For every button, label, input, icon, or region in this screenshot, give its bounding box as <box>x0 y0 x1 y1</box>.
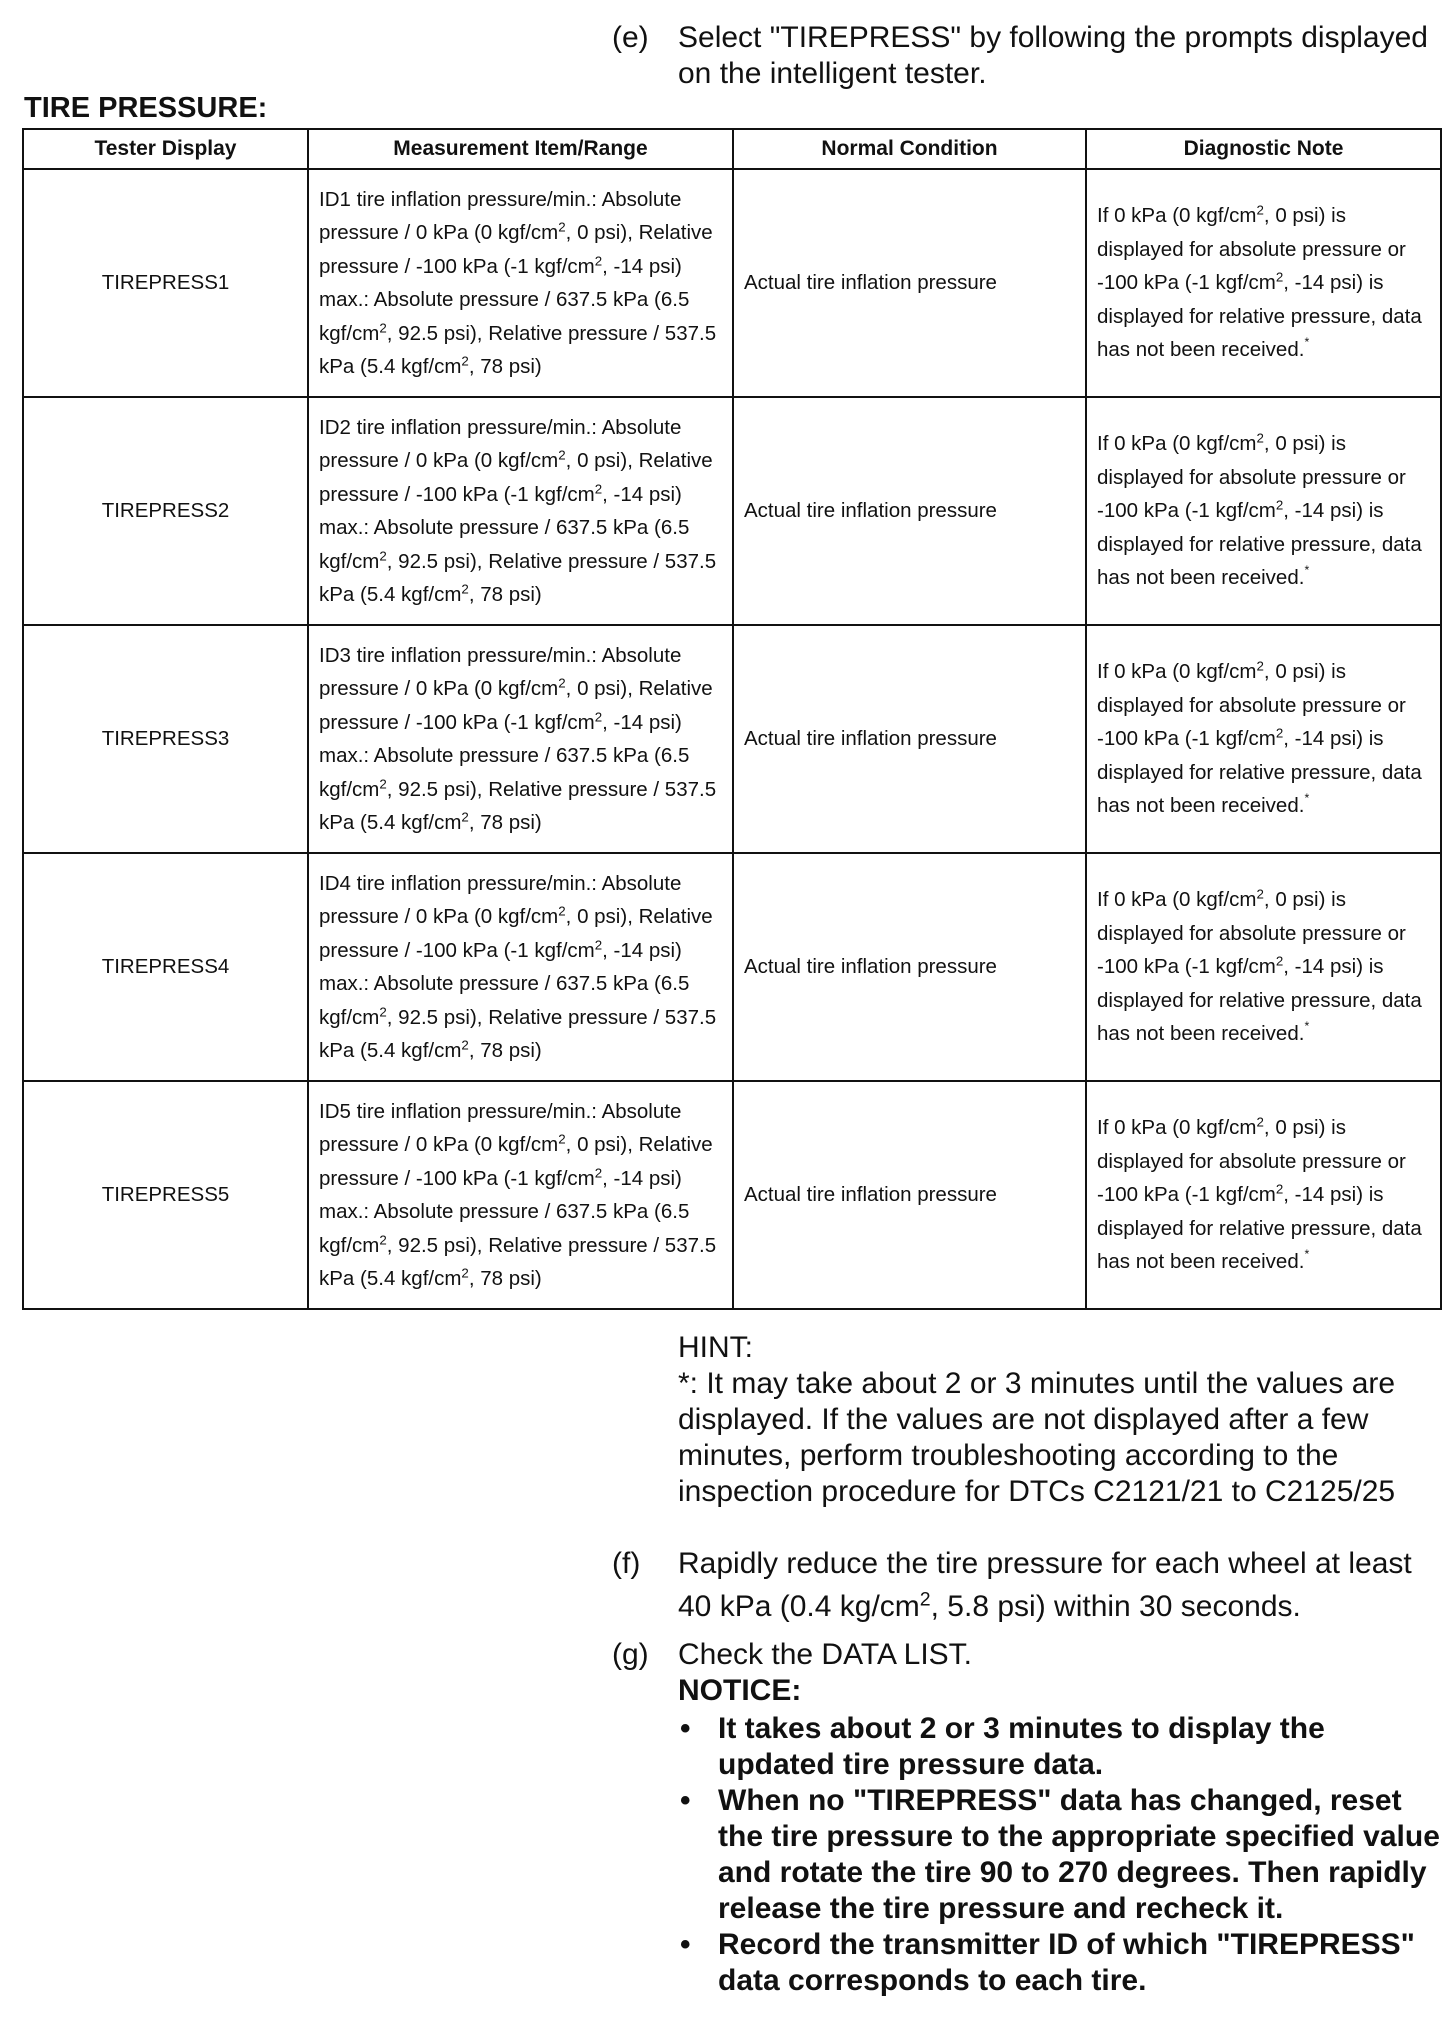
note-text: , 0 psi) is displayed for absolute pressure or -100 kPa (-1 <box>1097 432 1406 523</box>
normal-condition-cell: Actual tire inflation pressure <box>733 853 1086 1081</box>
table-row <box>23 625 1441 853</box>
table-header-row <box>23 129 1441 169</box>
range-text: , 78 psi) <box>468 1267 542 1290</box>
header-measurement-item: Measurement Item/Range <box>308 129 733 169</box>
superscript-2: 2 <box>461 809 469 825</box>
note-text: , 0 psi) is displayed for absolute pressure or -100 kPa (-1 <box>1097 888 1406 979</box>
tester-display-cell: TIREPRESS2 <box>23 397 308 625</box>
superscript-2: 2 <box>1275 953 1284 969</box>
diagnostic-note-cell <box>1086 169 1441 397</box>
range-text: max.: Absolute pressure / 637.5 kPa (6.5 <box>319 288 690 311</box>
step-f-text-a: Rapidly reduce the tire pressure for each wheel at least 40 kPa (0.4 kg/cm <box>678 1547 1412 1623</box>
table-row <box>23 169 1441 397</box>
range-text: , -14 psi) <box>602 254 682 278</box>
note-text: , 0 psi) is displayed for absolute pressure or -100 kPa (-1 <box>1097 1116 1406 1207</box>
measurement-range-cell <box>308 169 733 397</box>
range-text: , 78 psi) <box>468 355 542 378</box>
note-text: , 0 psi) is displayed for absolute pressure or -100 kPa (-1 <box>1097 204 1406 295</box>
unit: kgf/cm <box>1196 888 1257 912</box>
range-text: , 92.5 psi), Relative pressure / 537.5 kPa (5.4 <box>319 777 717 834</box>
step-f-sup: 2 <box>919 1588 931 1611</box>
normal-condition-cell: Actual tire inflation pressure <box>733 397 1086 625</box>
step-g-body <box>678 1637 1448 1999</box>
note-text: , -14 psi) is displayed for relative pressure, data has not been received. <box>1097 499 1422 590</box>
step-g-text: Check the DATA LIST. <box>678 1638 973 1671</box>
unit: kgf/cm <box>497 221 559 244</box>
unit: kgf/cm <box>497 1133 559 1156</box>
superscript-2: 2 <box>1256 202 1264 218</box>
asterisk-mark: * <box>1304 1247 1310 1262</box>
note-text: If 0 kPa (0 <box>1097 432 1197 456</box>
measurement-range-cell <box>308 397 733 625</box>
unit: kgf/cm <box>534 1166 595 1190</box>
step-f-label: (f) <box>612 1547 641 1580</box>
range-text: max.: Absolute pressure / 637.5 kPa (6.5 <box>319 516 690 539</box>
range-text: , 0 psi), Relative pressure / -100 kPa (-1 <box>319 221 713 278</box>
unit: kgf/cm <box>401 583 462 606</box>
range-text: , 78 psi) <box>468 583 542 606</box>
unit: kgf/cm <box>401 811 462 834</box>
transmitter-id: ID1 <box>319 187 351 211</box>
superscript-2: 2 <box>379 1004 387 1020</box>
header-tester-display: Tester Display <box>23 129 308 169</box>
step-e-text: Select "TIREPRESS" by following the prompts displayed on the intelligent tester. <box>678 21 1428 90</box>
range-text: , 78 psi) <box>468 1039 542 1062</box>
superscript-2: 2 <box>1275 1181 1284 1197</box>
superscript-2: 2 <box>1256 658 1264 674</box>
superscript-2: 2 <box>558 1131 566 1147</box>
superscript-2: 2 <box>1256 886 1264 902</box>
unit: kgf/cm <box>534 254 595 278</box>
superscript-2: 2 <box>379 1232 387 1248</box>
normal-condition-cell: Actual tire inflation pressure <box>733 625 1086 853</box>
range-text: , 0 psi), Relative pressure / -100 kPa (-1 <box>319 1133 713 1190</box>
note-text: , -14 psi) is displayed for relative pressure, data has not been received. <box>1097 955 1422 1046</box>
normal-condition-cell: Actual tire inflation pressure <box>733 1081 1086 1309</box>
notice-item: • Record the transmitter ID of which "TIREPRESS" data corresponds to each tire. <box>678 1927 1448 1999</box>
note-text: If 0 kPa (0 <box>1097 660 1197 684</box>
range-text: , 0 psi), Relative pressure / -100 kPa (-1 <box>319 449 713 506</box>
range-text: , 0 psi), Relative pressure / -100 kPa (-1 <box>319 905 713 962</box>
superscript-2: 2 <box>558 219 566 235</box>
step-g-label: (g) <box>612 1638 649 1671</box>
range-text: max.: Absolute pressure / 637.5 kPa (6.5 <box>319 744 690 767</box>
range-text: , 92.5 psi), Relative pressure / 537.5 kPa (5.4 <box>319 321 717 378</box>
note-text: , -14 psi) is displayed for relative pressure, data has not been received. <box>1097 727 1422 818</box>
range-text: , 0 psi), Relative pressure / -100 kPa (-1 <box>319 677 713 734</box>
range-text: , -14 psi) <box>602 482 682 506</box>
unit: kgf/cm <box>319 549 380 573</box>
range-text: , 92.5 psi), Relative pressure / 537.5 kPa (5.4 <box>319 1005 717 1062</box>
range-text: , -14 psi) <box>602 1166 682 1190</box>
measurement-range-cell <box>308 853 733 1081</box>
superscript-2: 2 <box>461 1037 469 1053</box>
note-text: , -14 psi) is displayed for relative pressure, data has not been received. <box>1097 271 1422 362</box>
note-text: , -14 psi) is displayed for relative pressure, data has not been received. <box>1097 1183 1422 1274</box>
superscript-2: 2 <box>461 1265 469 1281</box>
superscript-2: 2 <box>558 447 566 463</box>
superscript-2: 2 <box>558 675 566 691</box>
unit: kgf/cm <box>319 777 380 801</box>
unit: kgf/cm <box>401 1039 462 1062</box>
tester-display-cell: TIREPRESS5 <box>23 1081 308 1309</box>
notice-item: • It takes about 2 or 3 minutes to display the updated tire pressure data. <box>678 1711 1448 1783</box>
unit: kgf/cm <box>319 321 380 345</box>
unit: kgf/cm <box>1196 432 1257 456</box>
unit: kgf/cm <box>534 710 595 734</box>
notice-label: NOTICE: <box>678 1674 802 1707</box>
unit: kgf/cm <box>1215 499 1276 523</box>
superscript-2: 2 <box>379 548 387 564</box>
tester-display-cell: TIREPRESS1 <box>23 169 308 397</box>
tire-pressure-table <box>22 128 1442 1310</box>
transmitter-id: ID4 <box>319 871 351 895</box>
diagnostic-note-cell <box>1086 1081 1441 1309</box>
superscript-2: 2 <box>594 481 603 497</box>
header-diagnostic-note: Diagnostic Note <box>1086 129 1441 169</box>
transmitter-id: ID2 <box>319 415 351 439</box>
range-text: , -14 psi) <box>602 710 682 734</box>
normal-condition-cell: Actual tire inflation pressure <box>733 169 1086 397</box>
range-text: max.: Absolute pressure / 637.5 kPa (6.5 <box>319 972 690 995</box>
note-text: If 0 kPa (0 <box>1097 888 1197 912</box>
unit: kgf/cm <box>1196 660 1257 684</box>
transmitter-id: ID3 <box>319 643 351 667</box>
unit: kgf/cm <box>319 1233 380 1257</box>
range-text: , 92.5 psi), Relative pressure / 537.5 kPa (5.4 <box>319 549 717 606</box>
asterisk-mark: * <box>1304 563 1310 578</box>
table-row <box>23 397 1441 625</box>
diagnostic-note-cell <box>1086 625 1441 853</box>
unit: kgf/cm <box>497 905 559 928</box>
section-title: TIRE PRESSURE: <box>24 92 268 124</box>
unit: kgf/cm <box>1215 727 1276 751</box>
notice-list <box>678 1711 1448 1999</box>
asterisk-mark: * <box>1304 1019 1310 1034</box>
step-e-label: (e) <box>612 21 649 54</box>
range-text: tire inflation pressure/min.: Absolute pressure / 0 kPa (0 <box>319 871 682 928</box>
diagnostic-note-cell <box>1086 853 1441 1081</box>
superscript-2: 2 <box>1256 1114 1264 1130</box>
table-row <box>23 1081 1441 1309</box>
note-text: If 0 kPa (0 <box>1097 1116 1197 1140</box>
range-text: , 92.5 psi), Relative pressure / 537.5 kPa (5.4 <box>319 1233 717 1290</box>
asterisk-mark: * <box>1304 335 1310 350</box>
superscript-2: 2 <box>594 1165 603 1181</box>
superscript-2: 2 <box>1275 725 1284 741</box>
superscript-2: 2 <box>558 903 566 919</box>
superscript-2: 2 <box>1256 430 1264 446</box>
range-text: tire inflation pressure/min.: Absolute pressure / 0 kPa (0 <box>319 187 682 244</box>
unit: kgf/cm <box>534 938 595 962</box>
range-text: tire inflation pressure/min.: Absolute pressure / 0 kPa (0 <box>319 415 682 472</box>
tester-display-cell: TIREPRESS4 <box>23 853 308 1081</box>
superscript-2: 2 <box>594 709 603 725</box>
hint-text: *: It may take about 2 or 3 minutes until the values are displayed. If the values are not displayed after a few minutes, perform troubleshooting according to the inspection procedure for DTCs C2121/21 to C2125/25 <box>678 1367 1396 1508</box>
range-text: tire inflation pressure/min.: Absolute pressure / 0 kPa (0 <box>319 643 682 700</box>
hint-block <box>678 1330 1438 1510</box>
notice-item: • When no "TIREPRESS" data has changed, reset the tire pressure to the appropriate specified value and rotate the tire 90 to 270 degrees. Then rapidly release the tire pressure and recheck it. <box>678 1783 1448 1927</box>
superscript-2: 2 <box>1275 497 1284 513</box>
superscript-2: 2 <box>594 937 603 953</box>
transmitter-id: ID5 <box>319 1099 351 1123</box>
note-text: , 0 psi) is displayed for absolute pressure or -100 kPa (-1 <box>1097 660 1406 751</box>
unit: kgf/cm <box>1196 1116 1257 1140</box>
measurement-range-cell <box>308 625 733 853</box>
unit: kgf/cm <box>1215 1183 1276 1207</box>
unit: kgf/cm <box>497 449 559 472</box>
superscript-2: 2 <box>594 253 603 269</box>
diagnostic-note-cell <box>1086 397 1441 625</box>
unit: kgf/cm <box>1196 204 1257 228</box>
unit: kgf/cm <box>1215 955 1276 979</box>
table-row <box>23 853 1441 1081</box>
unit: kgf/cm <box>319 1005 380 1029</box>
tester-display-cell: TIREPRESS3 <box>23 625 308 853</box>
range-text: , -14 psi) <box>602 938 682 962</box>
unit: kgf/cm <box>497 677 559 700</box>
header-normal-condition: Normal Condition <box>733 129 1086 169</box>
hint-label: HINT: <box>678 1331 753 1364</box>
range-text: , 78 psi) <box>468 811 542 834</box>
unit: kgf/cm <box>1215 271 1276 295</box>
measurement-range-cell <box>308 1081 733 1309</box>
asterisk-mark: * <box>1304 791 1310 806</box>
note-text: If 0 kPa (0 <box>1097 204 1197 228</box>
superscript-2: 2 <box>1275 269 1284 285</box>
step-f-text <box>678 1542 1448 1628</box>
range-text: max.: Absolute pressure / 637.5 kPa (6.5 <box>319 1200 690 1223</box>
superscript-2: 2 <box>379 320 387 336</box>
step-f-text-b: , 5.8 psi) within 30 seconds. <box>930 1590 1301 1623</box>
superscript-2: 2 <box>461 353 469 369</box>
unit: kgf/cm <box>401 355 462 378</box>
unit: kgf/cm <box>534 482 595 506</box>
unit: kgf/cm <box>401 1267 462 1290</box>
superscript-2: 2 <box>379 776 387 792</box>
superscript-2: 2 <box>461 581 469 597</box>
range-text: tire inflation pressure/min.: Absolute pressure / 0 kPa (0 <box>319 1099 682 1156</box>
